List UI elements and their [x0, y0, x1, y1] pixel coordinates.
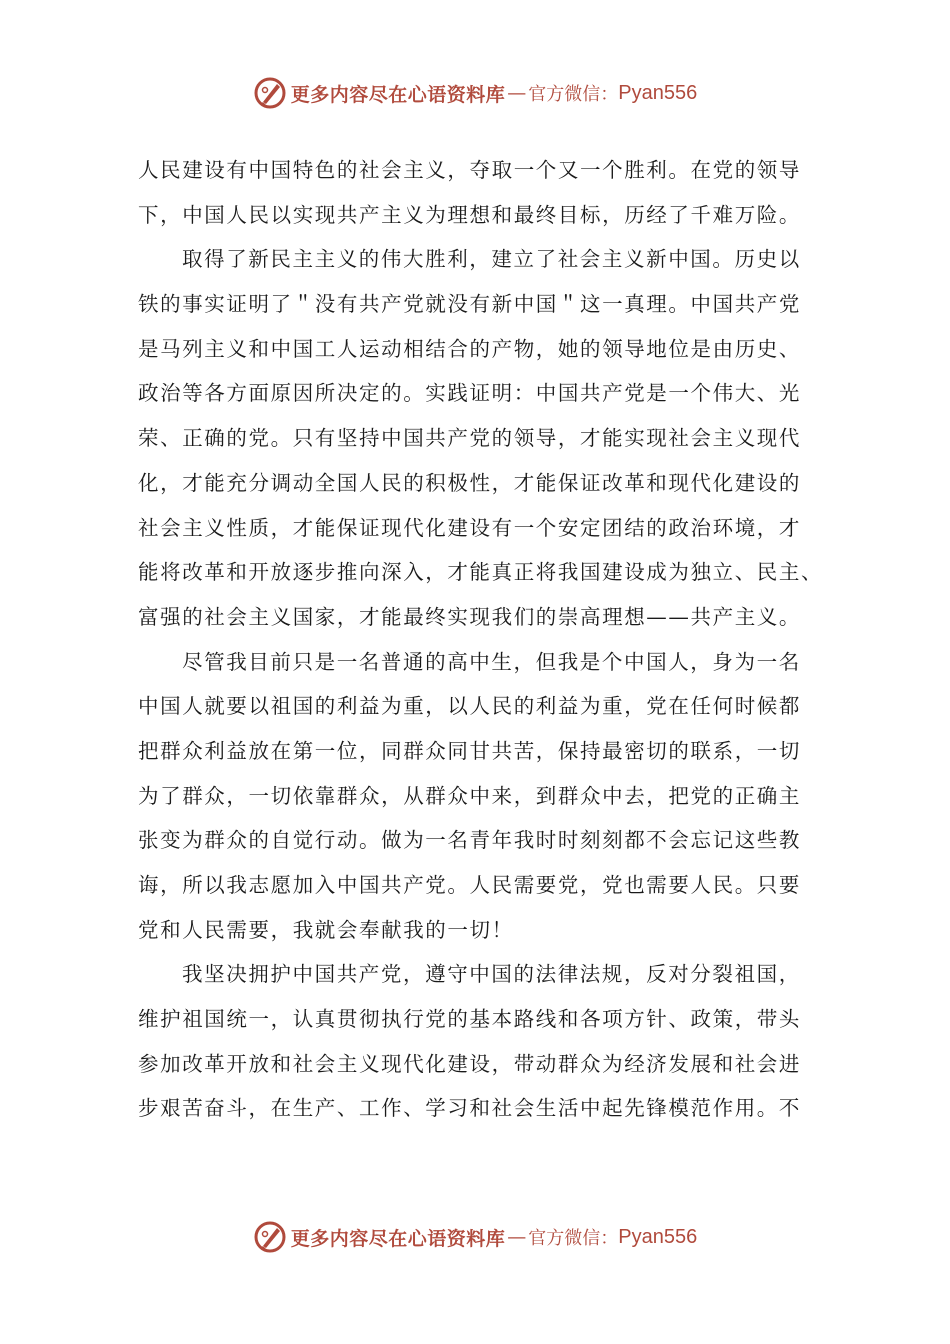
- header-dash: —: [507, 82, 527, 104]
- text-line: 是马列主义和中国工人运动相结合的产物，她的领导地位是由历史、: [138, 336, 801, 361]
- footer-dash: —: [507, 1226, 527, 1248]
- text-line: 政治等各方面原因所决定的。实践证明：中国共产党是一个伟大、光: [138, 381, 801, 406]
- text-line: 党和人民需要，我就会奉献我的一切！: [138, 917, 514, 942]
- text-line: 把群众利益放在第一位，同群众同甘共苦，保持最密切的联系，一切: [138, 738, 801, 763]
- text-line: 为了群众，一切依靠群众，从群众中来，到群众中去，把党的正确主: [138, 783, 801, 808]
- text-line: 能将改革和开放逐步推向深入，才能真正将我国建设成为独立、民主、: [138, 560, 824, 585]
- text-line: 荣、正确的党。只有坚持中国共产党的领导，才能实现社会主义现代: [138, 426, 801, 451]
- text-line: 步艰苦奋斗，在生产、工作、学习和社会生活中起先锋模范作用。不: [138, 1096, 801, 1121]
- header-watermark-banner: [0, 73, 950, 113]
- text-line: 张变为群众的自觉行动。做为一名青年我时时刻刻都不会忘记这些教: [138, 828, 801, 853]
- footer-wechat-label: 官方微信：: [528, 1228, 619, 1249]
- document-body: [138, 148, 824, 1131]
- text-line: 人民建设有中国特色的社会主义，夺取一个又一个胜利。在党的领导: [138, 158, 801, 182]
- text-line: 铁的事实证明了＂没有共产党就没有新中国＂这一真理。中国共产党: [138, 292, 801, 317]
- brand-logo-icon: [253, 1220, 287, 1254]
- text-line: 诲，所以我志愿加入中国共产党。人民需要党，党也需要人民。只要: [138, 873, 801, 897]
- footer-brand-text: 更多内容尽在心语资料库: [290, 1227, 506, 1250]
- footer-watermark-banner: [0, 1217, 950, 1257]
- paragraph-start-line: 取得了新民主主义的伟大胜利，建立了社会主义新中国。历史以: [182, 247, 801, 272]
- header-brand-text: 更多内容尽在心语资料库: [290, 83, 506, 106]
- header-wechat-id: Pyan556: [618, 81, 698, 104]
- text-line: 下，中国人民以实现共产主义为理想和最终目标，历经了千难万险。: [138, 202, 801, 227]
- text-line: 社会主义性质，才能保证现代化建设有一个安定团结的政治环境，才: [138, 515, 801, 540]
- text-line: 中国人就要以祖国的利益为重，以人民的利益为重，党在任何时候都: [138, 694, 801, 719]
- footer-wechat-id: Pyan556: [618, 1225, 698, 1248]
- brand-logo-icon: [253, 76, 287, 110]
- header-wechat-label: 官方微信：: [528, 84, 619, 105]
- text-line: 化，才能充分调动全国人民的积极性，才能保证改革和现代化建设的: [138, 470, 801, 495]
- text-line: 参加改革开放和社会主义现代化建设，带动群众为经济发展和社会进: [138, 1051, 801, 1076]
- text-line: 富强的社会主义国家，才能最终实现我们的崇高理想——共产主义。: [138, 604, 801, 629]
- paragraph-start-line: 我坚决拥护中国共产党，遵守中国的法律法规，反对分裂祖国，: [182, 962, 801, 987]
- text-line: 维护祖国统一，认真贯彻执行党的基本路线和各项方针、政策，带头: [138, 1007, 801, 1032]
- paragraph-start-line: 尽管我目前只是一名普通的高中生，但我是个中国人，身为一名: [182, 649, 801, 674]
